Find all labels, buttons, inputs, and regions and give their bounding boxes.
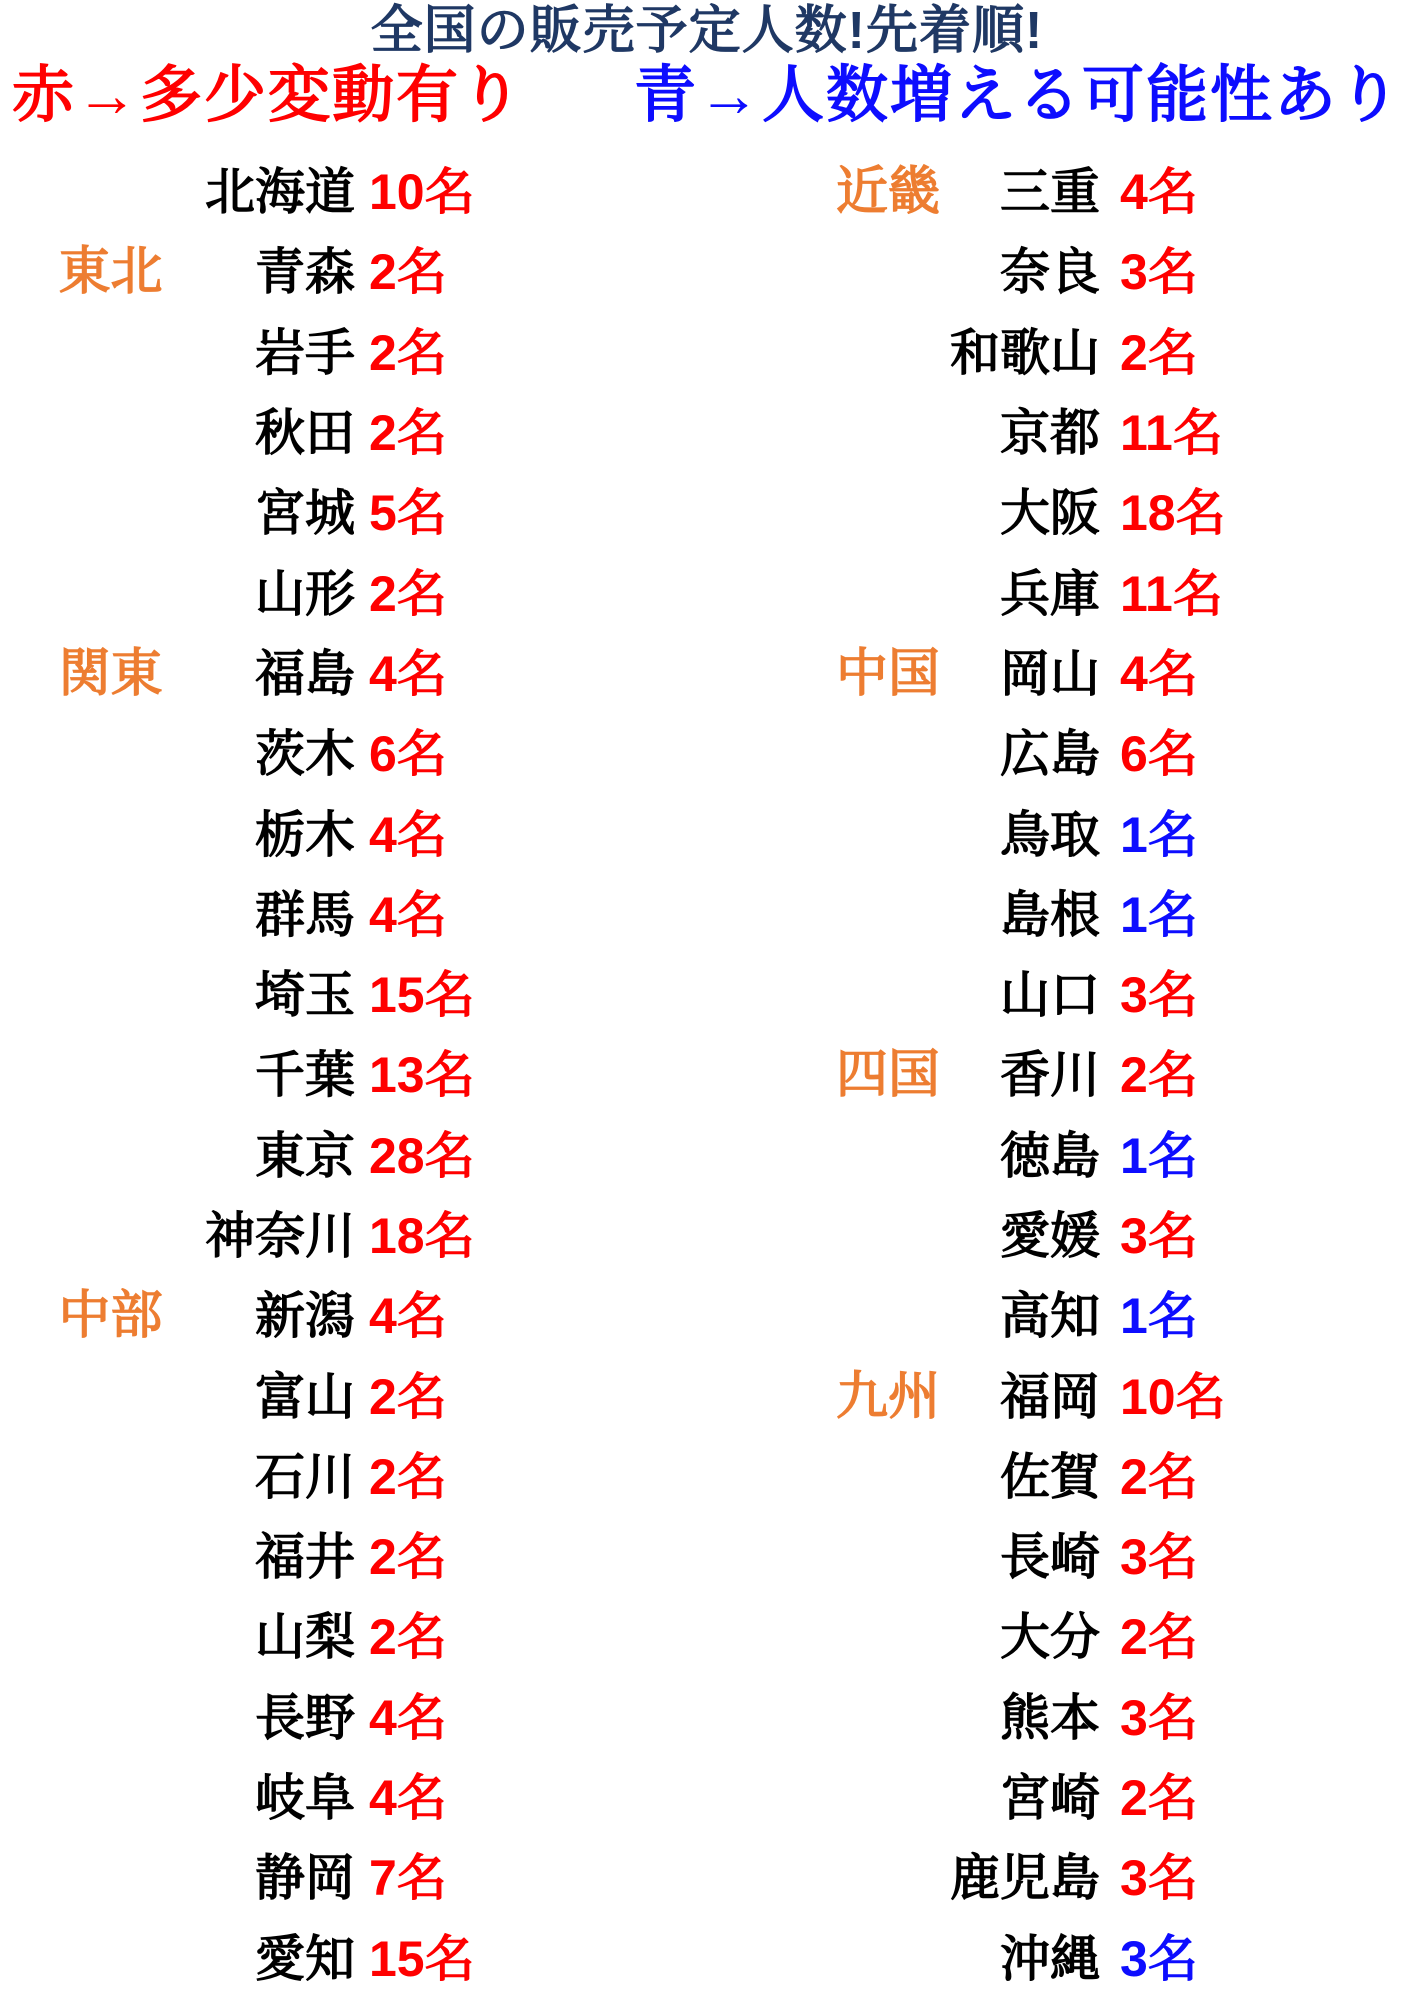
prefecture-row [0, 634, 660, 714]
prefecture-name: 奈良 [1000, 244, 1100, 301]
prefecture-row [0, 1678, 660, 1758]
prefecture-row [0, 1276, 660, 1356]
prefecture-row [660, 313, 1414, 393]
prefecture-row [0, 1758, 660, 1838]
prefecture-name: 愛媛 [1000, 1208, 1100, 1264]
count-value: 28名 [369, 1127, 475, 1184]
prefecture-name: 秋田 [255, 405, 355, 462]
count-value: 5名 [369, 485, 447, 542]
count-value: 3名 [1120, 1529, 1198, 1586]
prefecture-row [0, 1356, 660, 1436]
prefecture-row [0, 714, 660, 794]
count-value: 2名 [369, 1368, 447, 1425]
prefecture-name: 新潟 [255, 1288, 355, 1345]
count-value: 15名 [369, 967, 475, 1024]
count-value: 4名 [369, 886, 447, 943]
prefecture-row [0, 955, 660, 1035]
prefecture-row [0, 553, 660, 633]
prefecture-name: 広島 [1000, 726, 1100, 783]
legend-red-note: 赤→多少変動有り [12, 61, 525, 130]
prefecture-name: 香川 [1000, 1047, 1100, 1104]
prefecture-name: 福井 [255, 1529, 355, 1586]
prefecture-row [660, 1035, 1414, 1115]
count-value: 2名 [1120, 1047, 1198, 1104]
prefecture-name: 徳島 [1000, 1127, 1100, 1184]
prefecture-row [660, 714, 1414, 794]
count-value: 10名 [369, 164, 475, 221]
prefecture-row [0, 232, 660, 312]
count-value: 3名 [1120, 1850, 1198, 1907]
prefecture-row [660, 1116, 1414, 1196]
prefecture-name: 佐賀 [1000, 1448, 1100, 1505]
prefecture-row [660, 1276, 1414, 1356]
prefecture-name: 東京 [255, 1127, 355, 1184]
prefecture-row [0, 1035, 660, 1115]
prefecture-row [660, 1196, 1414, 1276]
prefecture-row [0, 1437, 660, 1517]
count-value: 1名 [1120, 806, 1198, 863]
prefecture-name: 群馬 [255, 886, 355, 943]
page-title: 全国の販売予定人数!先着順! [370, 2, 1044, 60]
count-value: 18名 [1120, 485, 1226, 542]
prefecture-name: 島根 [1000, 886, 1100, 943]
prefecture-name: 静岡 [255, 1850, 355, 1907]
count-value: 15名 [369, 1930, 475, 1987]
prefecture-name: 宮城 [255, 485, 355, 542]
prefecture-name: 福岡 [1000, 1368, 1100, 1425]
count-value: 2名 [369, 1529, 447, 1586]
prefecture-row [660, 393, 1414, 473]
prefecture-row [0, 1597, 660, 1677]
prefecture-name: 大分 [1000, 1609, 1100, 1666]
prefecture-name: 熊本 [1000, 1689, 1100, 1746]
prefecture-row [660, 794, 1414, 874]
count-value: 2名 [1120, 1448, 1198, 1505]
count-value: 2名 [1120, 324, 1198, 381]
count-value: 3名 [1120, 1930, 1198, 1987]
prefecture-name: 長野 [255, 1689, 355, 1746]
count-value: 7名 [369, 1850, 447, 1907]
prefecture-name: 山形 [255, 565, 355, 622]
prefecture-name: 茨木 [255, 726, 355, 783]
prefecture-name: 千葉 [255, 1047, 355, 1104]
prefecture-row [660, 232, 1414, 312]
prefecture-name: 大阪 [1000, 485, 1100, 542]
prefecture-name: 愛知 [255, 1930, 355, 1987]
count-value: 11名 [1120, 405, 1223, 462]
prefecture-name: 鹿児島 [950, 1850, 1100, 1907]
count-value: 2名 [369, 1609, 447, 1666]
prefecture-row [0, 1919, 660, 1999]
count-value: 2名 [369, 1448, 447, 1505]
prefecture-name: 栃木 [255, 806, 355, 863]
prefecture-row [0, 152, 660, 232]
prefecture-name: 神奈川 [205, 1208, 355, 1264]
prefecture-name: 福島 [255, 645, 355, 702]
count-value: 6名 [1120, 726, 1198, 783]
prefecture-row [660, 1517, 1414, 1597]
count-value: 4名 [369, 1689, 447, 1746]
region-label: 四国 [835, 1046, 940, 1105]
prefecture-row [0, 794, 660, 874]
prefecture-name: 埼玉 [255, 967, 355, 1024]
count-value: 1名 [1120, 886, 1198, 943]
prefecture-name: 岡山 [1000, 645, 1100, 702]
count-value: 3名 [1120, 1208, 1198, 1264]
column-right [660, 152, 1414, 1999]
count-value: 1名 [1120, 1127, 1198, 1184]
prefecture-name: 高知 [1000, 1288, 1100, 1345]
count-value: 2名 [369, 565, 447, 622]
count-value: 4名 [369, 1288, 447, 1345]
prefecture-name: 鳥取 [1000, 806, 1100, 863]
count-value: 4名 [1120, 164, 1198, 221]
column-left [0, 152, 660, 1999]
count-value: 11名 [1120, 565, 1223, 622]
prefecture-name: 宮崎 [1000, 1770, 1100, 1827]
legend [0, 56, 1414, 136]
prefecture-row [660, 473, 1414, 553]
prefecture-row [0, 313, 660, 393]
prefecture-name: 北海道 [205, 164, 355, 221]
count-value: 1名 [1120, 1288, 1198, 1345]
count-value: 2名 [369, 405, 447, 462]
prefecture-row [660, 634, 1414, 714]
prefecture-name: 富山 [255, 1368, 355, 1425]
prefecture-name: 三重 [1000, 164, 1100, 221]
count-value: 4名 [369, 1770, 447, 1827]
prefecture-row [660, 553, 1414, 633]
prefecture-name: 岩手 [255, 324, 355, 381]
count-value: 2名 [1120, 1609, 1198, 1666]
prefecture-row [0, 875, 660, 955]
prefecture-row [660, 1597, 1414, 1677]
prefecture-name: 石川 [255, 1448, 355, 1505]
region-label: 中国 [835, 644, 940, 703]
region-label: 中部 [58, 1287, 163, 1346]
region-label: 近畿 [835, 163, 940, 222]
prefecture-name: 兵庫 [1000, 565, 1100, 622]
prefecture-name: 山梨 [255, 1609, 355, 1666]
count-value: 6名 [369, 726, 447, 783]
count-value: 13名 [369, 1047, 475, 1104]
count-value: 4名 [369, 645, 447, 702]
prefecture-row [0, 473, 660, 553]
prefecture-row [0, 1517, 660, 1597]
prefecture-row [660, 1356, 1414, 1436]
prefecture-row [0, 393, 660, 473]
prefecture-name: 岐阜 [255, 1770, 355, 1827]
prefecture-name: 沖縄 [1000, 1930, 1100, 1987]
prefecture-row [0, 1838, 660, 1918]
prefecture-row [660, 1758, 1414, 1838]
prefecture-name: 京都 [1000, 405, 1100, 462]
count-value: 3名 [1120, 1689, 1198, 1746]
region-label: 東北 [58, 243, 163, 302]
prefecture-name: 青森 [255, 244, 355, 301]
prefecture-row [660, 1437, 1414, 1517]
prefecture-row [660, 1678, 1414, 1758]
count-value: 3名 [1120, 967, 1198, 1024]
count-value: 10名 [1120, 1368, 1226, 1425]
count-value: 18名 [369, 1208, 475, 1264]
legend-blue-note: 青→人数増える可能性あり [633, 61, 1402, 130]
prefecture-row [660, 1919, 1414, 1999]
count-value: 2名 [369, 324, 447, 381]
prefecture-row [660, 1838, 1414, 1918]
count-value: 4名 [369, 806, 447, 863]
region-label: 関東 [58, 644, 163, 703]
prefecture-name: 山口 [1000, 967, 1100, 1024]
prefecture-row [660, 955, 1414, 1035]
region-label: 九州 [835, 1367, 940, 1426]
count-value: 2名 [369, 244, 447, 301]
count-value: 3名 [1120, 244, 1198, 301]
prefecture-row [0, 1116, 660, 1196]
prefecture-name: 長崎 [1000, 1529, 1100, 1586]
prefecture-name: 和歌山 [950, 324, 1100, 381]
prefecture-row [660, 152, 1414, 232]
prefecture-row [660, 875, 1414, 955]
prefecture-row [0, 1196, 660, 1276]
count-value: 2名 [1120, 1770, 1198, 1827]
count-value: 4名 [1120, 645, 1198, 702]
